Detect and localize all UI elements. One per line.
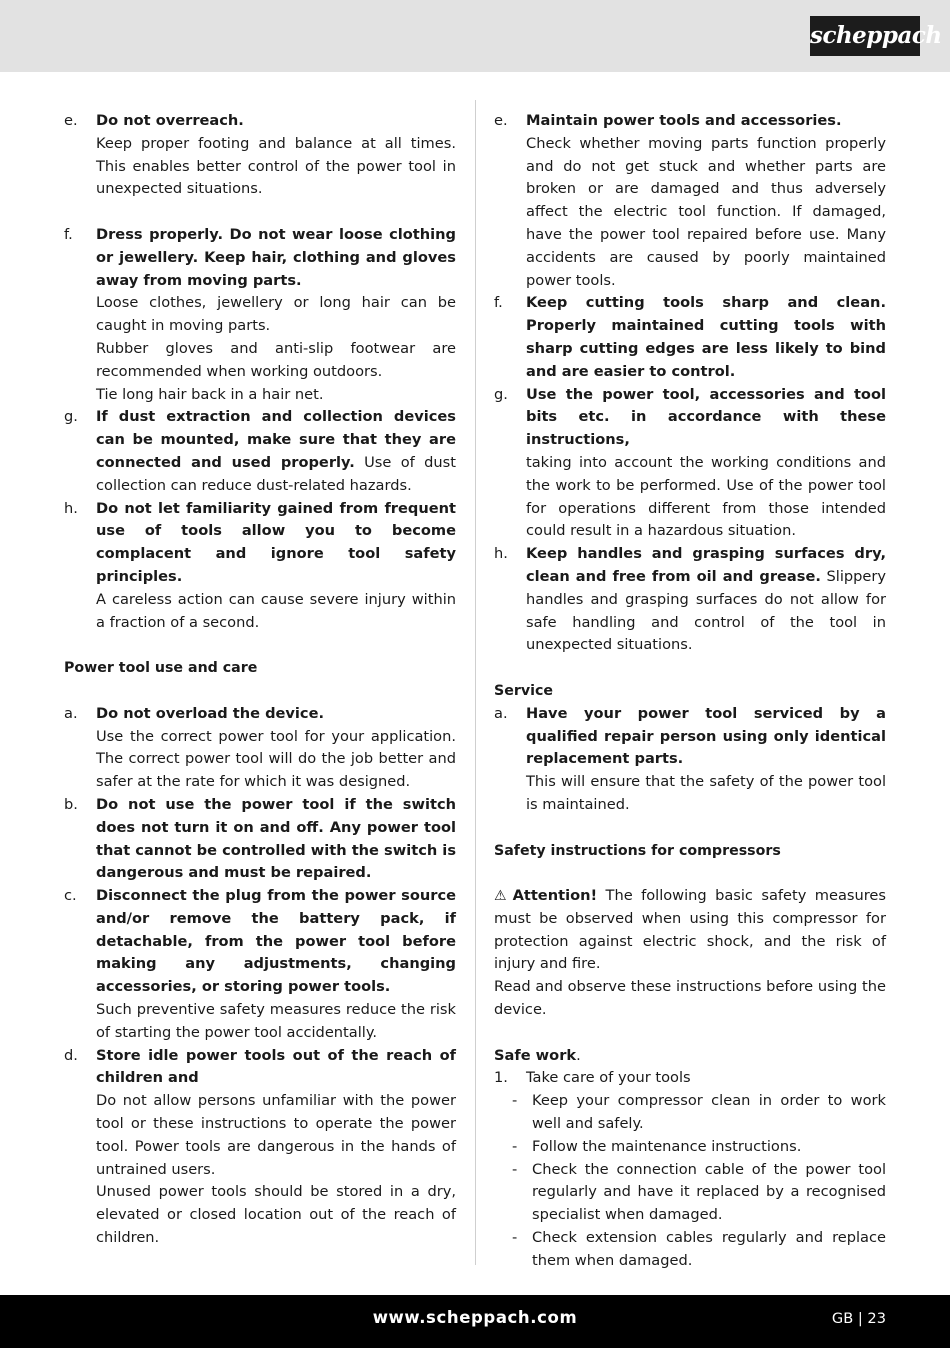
dash-item-text: Keep your compressor clean in order to work well and safely. [532, 1092, 886, 1133]
item-heading: Have your power tool serviced by a qualified repair person using only identical replacement parts. [526, 704, 886, 768]
item-heading: Keep handles and grasping surfaces dry, clean and free from oil and grease. [526, 545, 886, 585]
list-marker: a. [64, 704, 78, 722]
list-item [64, 703, 456, 794]
warning-icon: ⚠ [494, 888, 507, 905]
list-item [64, 794, 456, 885]
dash-item: - Keep your compressor clean in order to work well and safely. [512, 1092, 886, 1133]
section-title: Safety instructions for compressors [494, 842, 781, 859]
list-item [494, 292, 886, 383]
list-item [494, 703, 886, 817]
read-paragraph: Read and observe these instructions before using the device. [494, 978, 886, 1019]
list-item [64, 498, 456, 635]
item-text: Check whether moving parts function properly and do not get stuck and whether parts are broken or are damaged and thus adversely affect the electric tool function. If damaged, have the power tool repaired before use. Many accidents are caused by poorly maintained power tools. [526, 134, 886, 289]
list-item [64, 1045, 456, 1250]
item-text: Take care of your tools [526, 1069, 691, 1087]
list-marker: e. [494, 112, 508, 129]
list-item [64, 406, 456, 497]
item-heading: Use the power tool, accessories and tool bits etc. in accordance with these instructions, [526, 385, 886, 449]
item-text: A careless action can cause severe injury within a fraction of a second. [96, 590, 456, 631]
item-heading: If dust extraction and collection devices can be mounted, make sure that they are connected and used properly. [96, 408, 456, 471]
dash-item-text: Check extension cables regularly and replace them when damaged. [532, 1229, 886, 1269]
item-text: Rubber gloves and anti-slip footwear are recommended when working outdoors. [96, 339, 456, 380]
item-heading: Do not use the power tool if the switch does not turn it on and off. Any power tool that cannot be controlled with the switch is dangerous and must be repaired. [96, 795, 456, 882]
list-marker: b. [64, 795, 78, 813]
list-item [64, 224, 456, 406]
left-column [64, 110, 456, 1250]
item-text: Use the correct power tool for your application. The correct power tool will do the job better and safer at the rate for which it was designed. [96, 727, 456, 791]
attention-paragraph [494, 885, 886, 976]
item-heading: Do not overload the device. [96, 704, 325, 722]
list-item [494, 110, 886, 292]
item-text: Do not allow persons unfamiliar with the power tool or these instructions to operate the power tool. Power tools are dangerous in the hands of untrained users. [96, 1092, 456, 1178]
item-text: Keep proper footing and balance at all times. This enables better control of the power tool in unexpected situations. [96, 134, 456, 198]
dash-item: - Follow the maintenance instructions. [512, 1137, 802, 1155]
dash-item: - Check the connection cable of the power tool regularly and have it replaced by a recognised specialist when damaged. [512, 1160, 886, 1224]
list-marker: f. [64, 225, 73, 243]
item-text: Slippery handles and grasping surfaces do not allow for safe handling and control of the tool in unexpected situations. [526, 567, 887, 654]
item-text: taking into account the working conditions and the work to be performed. Use of the power tool for operations different from those intended could result in a hazardous situation. [526, 453, 886, 540]
right-column [494, 110, 886, 1273]
list-marker: 1. [494, 1069, 508, 1087]
list-item [494, 543, 886, 657]
dash-item-text: Follow the maintenance instructions. [532, 1137, 802, 1155]
page-number: GB | 23 [831, 1310, 886, 1327]
brand-logo: scheppach [810, 16, 920, 56]
item-text: Such preventive safety measures reduce the risk of starting the power tool accidentally. [96, 1001, 456, 1041]
dash-item-text: Check the connection cable of the power tool regularly and have it replaced by a recognised specialist when damaged. [532, 1160, 886, 1224]
item-heading: Keep cutting tools sharp and clean. Properly maintained cutting tools with sharp cutting edges are less likely to bind and are easier to control. [526, 294, 886, 380]
list-marker: h. [494, 545, 508, 563]
list-marker: f. [494, 294, 503, 312]
item-heading: Store idle power tools out of the reach of children and [96, 1046, 456, 1087]
item-heading: Disconnect the plug from the power source and/or remove the battery pack, if detachable, from the power tool before making any adjustments, changing accessories, or storing power tools. [96, 887, 456, 996]
item-heading: Do not let familiarity gained from frequent use of tools allow you to become complacent and ignore tool safety principles. [96, 499, 456, 585]
safe-work-title: Safe work. [494, 1046, 581, 1064]
list-item [64, 110, 456, 201]
list-item [64, 885, 456, 1045]
attention-label: Attention! [512, 887, 598, 905]
numbered-item [494, 1067, 886, 1090]
website-link[interactable]: www.scheppach.com [372, 1308, 578, 1327]
section-title: Service [494, 682, 553, 699]
list-marker: g. [494, 385, 508, 403]
item-text: Loose clothes, jewellery or long hair can be caught in moving parts. [96, 294, 456, 335]
list-item [494, 384, 886, 544]
list-marker: c. [64, 887, 77, 905]
item-heading: Maintain power tools and accessories. [526, 112, 842, 129]
column-divider [475, 100, 476, 1265]
item-text: Unused power tools should be stored in a dry, elevated or closed location out of the reach of children. [96, 1183, 456, 1247]
item-text: Tie long hair back in a hair net. [96, 385, 324, 403]
dash-item: - Check extension cables regularly and replace them when damaged. [512, 1229, 886, 1269]
item-text: Use of dust collection can reduce dust-related hazards. [96, 453, 456, 494]
item-text: This will ensure that the safety of the power tool is maintained. [526, 773, 886, 813]
item-heading: Do not overreach. [96, 112, 244, 129]
attention-text: The following basic safety measures must be observed when using this compressor for protection against electric shock, and the risk of injury and fire. [494, 887, 887, 973]
list-marker: h. [64, 499, 78, 517]
list-marker: e. [64, 112, 78, 129]
item-heading: Dress properly. Do not wear loose clothing or jewellery. Keep hair, clothing and gloves away from moving parts. [96, 225, 456, 289]
list-marker: a. [494, 704, 508, 722]
header-bar [0, 0, 950, 72]
footer-bar [0, 1295, 950, 1348]
list-marker: d. [64, 1046, 78, 1064]
section-title: Power tool use and care [64, 660, 258, 677]
list-marker: g. [64, 408, 78, 426]
